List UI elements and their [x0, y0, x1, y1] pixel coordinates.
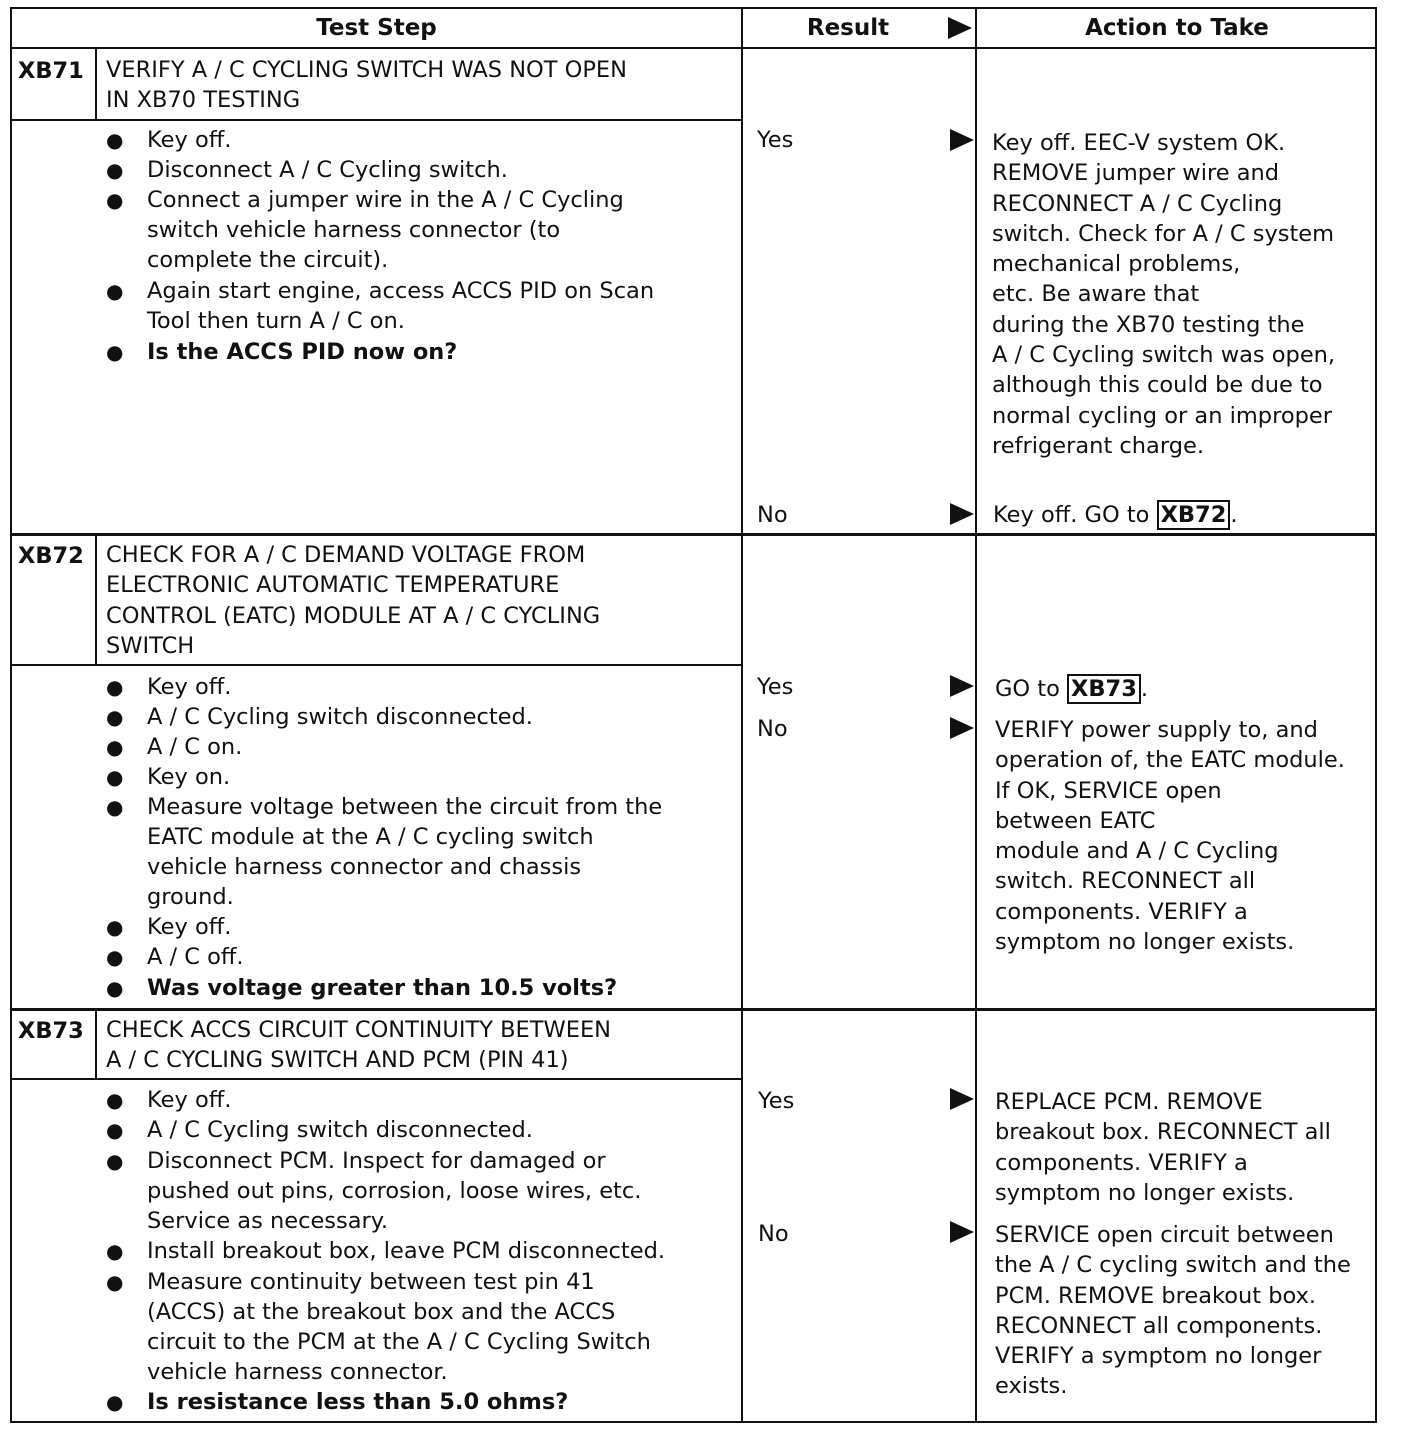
- action-column-divider: [975, 7, 977, 1423]
- table-bottom-border: [10, 1421, 1377, 1423]
- header-arrow-icon: [948, 17, 972, 39]
- bullet-icon: ●: [106, 1390, 124, 1414]
- result-label-no: No: [758, 1221, 789, 1247]
- arrow-icon: [950, 129, 974, 151]
- action-text-xb71-yes: Key off. EEC-V system OK. REMOVE jumper wire and RECONNECT A / C Cycling switch. Check for A / C system mechanical problems, etc. Be aware that during the XB70 testing the A / C Cycling switch was open, although this could be due to normal cycling or an improper refrigerant charge.: [992, 130, 1336, 459]
- diagnostic-table: [10, 7, 1377, 1423]
- bullet-text: Key off.: [147, 674, 232, 700]
- bullet-text: pushed out pins, corrosion, loose wires, etc.: [147, 1178, 642, 1204]
- arrow-icon: [950, 1221, 974, 1243]
- bullet-icon: ●: [106, 1149, 124, 1173]
- bullet-text: Install breakout box, leave PCM disconnected.: [147, 1238, 666, 1264]
- bullet-text: Service as necessary.: [147, 1208, 389, 1234]
- step-separator-xb72: [10, 533, 1377, 536]
- bullet-text: vehicle harness connector and chassis: [147, 854, 582, 880]
- bullet-icon: ●: [106, 279, 124, 303]
- bullet-icon: ●: [106, 705, 124, 729]
- bullet-icon: ●: [106, 1239, 124, 1263]
- result-label-no: No: [757, 716, 788, 742]
- action-text-xb72-yes: GO to XB73 .: [995, 676, 1149, 702]
- header-result: Result: [806, 15, 890, 41]
- arrow-icon: [950, 717, 974, 739]
- bullet-icon: ●: [106, 340, 124, 364]
- bullet-question: Was voltage greater than 10.5 volts?: [147, 975, 618, 1001]
- table-left-border: [10, 7, 12, 1423]
- step-title-rule-xb71: [10, 119, 741, 121]
- bullet-text: Key off.: [147, 1087, 232, 1113]
- result-label-no: No: [757, 502, 788, 528]
- bullet-icon: ●: [106, 795, 124, 819]
- bullet-text: vehicle harness connector.: [147, 1359, 448, 1385]
- bullet-text: Measure continuity between test pin 41: [147, 1269, 595, 1295]
- bullet-icon: ●: [106, 1118, 124, 1142]
- bullet-text: switch vehicle harness connector (to: [147, 217, 561, 243]
- step-id-xb71: XB71: [18, 58, 84, 84]
- result-label-yes: Yes: [758, 1088, 795, 1114]
- result-label-yes: Yes: [757, 127, 794, 153]
- result-column-divider: [741, 7, 743, 1423]
- header-test-step: Test Step: [316, 15, 437, 41]
- bullet-text: Key off.: [147, 127, 232, 153]
- step-id-divider-xb71: [95, 49, 97, 119]
- bullet-text: EATC module at the A / C cycling switch: [147, 824, 594, 850]
- bullet-icon: ●: [106, 128, 124, 152]
- step-separator-xb73: [10, 1008, 1377, 1011]
- bullet-icon: ●: [106, 1270, 124, 1294]
- bullet-text: circuit to the PCM at the A / C Cycling Switch: [147, 1329, 651, 1355]
- bullet-text: (ACCS) at the breakout box and the ACCS: [147, 1299, 616, 1325]
- bullet-icon: ●: [106, 945, 124, 969]
- bullet-icon: ●: [106, 976, 124, 1000]
- bullet-question: Is resistance less than 5.0 ohms?: [147, 1389, 569, 1415]
- step-title-rule-xb73: [10, 1078, 741, 1080]
- header-rule: [10, 47, 1377, 49]
- arrow-icon: [950, 675, 974, 697]
- table-right-border: [1375, 7, 1377, 1423]
- header-action: Action to Take: [1085, 15, 1269, 41]
- bullet-icon: ●: [106, 1088, 124, 1112]
- bullet-icon: ●: [106, 915, 124, 939]
- step-title-xb73: CHECK ACCS CIRCUIT CONTINUITY BETWEEN A / C CYCLING SWITCH AND PCM (PIN 41): [106, 1017, 611, 1074]
- bullet-text: A / C on.: [147, 734, 243, 760]
- bullet-text: Key on.: [147, 764, 231, 790]
- bullet-text: Again start engine, access ACCS PID on Scan: [147, 278, 655, 304]
- step-title-xb71: VERIFY A / C CYCLING SWITCH WAS NOT OPEN IN XB70 TESTING: [106, 57, 627, 114]
- bullet-question: Is the ACCS PID now on?: [147, 339, 458, 365]
- step-id-xb72: XB72: [18, 543, 84, 569]
- action-text-xb72-no: VERIFY power supply to, and operation of, the EATC module. If OK, SERVICE open between EATC module and A / C Cycling switch. RECONNECT all components. VERIFY a symptom no longer exists.: [995, 717, 1345, 956]
- action-text-xb73-no: SERVICE open circuit between the A / C cycling switch and the PCM. REMOVE breakout box. RECONNECT all components. VERIFY a symptom no longer exists.: [995, 1222, 1351, 1400]
- bullet-icon: ●: [106, 675, 124, 699]
- bullet-icon: ●: [106, 735, 124, 759]
- step-id-divider-xb73: [95, 1011, 97, 1079]
- arrow-icon: [950, 1088, 974, 1110]
- arrow-icon: [950, 503, 974, 525]
- bullet-text: A / C off.: [147, 944, 244, 970]
- bullet-text: A / C Cycling switch disconnected.: [147, 704, 533, 730]
- step-id-divider-xb72: [95, 536, 97, 665]
- bullet-text: Disconnect PCM. Inspect for damaged or: [147, 1148, 606, 1174]
- bullet-icon: ●: [106, 765, 124, 789]
- bullet-text: A / C Cycling switch disconnected.: [147, 1117, 533, 1143]
- action-text-xb73-yes: REPLACE PCM. REMOVE breakout box. RECONNECT all components. VERIFY a symptom no longer exists.: [995, 1089, 1331, 1206]
- step-title-xb72: CHECK FOR A / C DEMAND VOLTAGE FROM ELECTRONIC AUTOMATIC TEMPERATURE CONTROL (EATC) MODULE AT A / C CYCLING SWITCH: [106, 542, 601, 659]
- step-reference-link[interactable]: XB73: [1067, 674, 1141, 704]
- bullet-text: Key off.: [147, 914, 232, 940]
- bullet-text: Disconnect A / C Cycling switch.: [147, 157, 508, 183]
- bullet-text: ground.: [147, 884, 234, 910]
- step-id-xb73: XB73: [18, 1018, 84, 1044]
- action-text-xb71-no: Key off. GO to XB72 .: [993, 502, 1238, 528]
- result-label-yes: Yes: [757, 674, 794, 700]
- bullet-text: complete the circuit).: [147, 247, 389, 273]
- bullet-text: Connect a jumper wire in the A / C Cycling: [147, 187, 624, 213]
- bullet-icon: ●: [106, 188, 124, 212]
- bullet-text: Tool then turn A / C on.: [147, 308, 405, 334]
- bullet-text: Measure voltage between the circuit from the: [147, 794, 663, 820]
- step-reference-link[interactable]: XB72: [1157, 500, 1231, 530]
- step-title-rule-xb72: [10, 664, 741, 666]
- bullet-icon: ●: [106, 158, 124, 182]
